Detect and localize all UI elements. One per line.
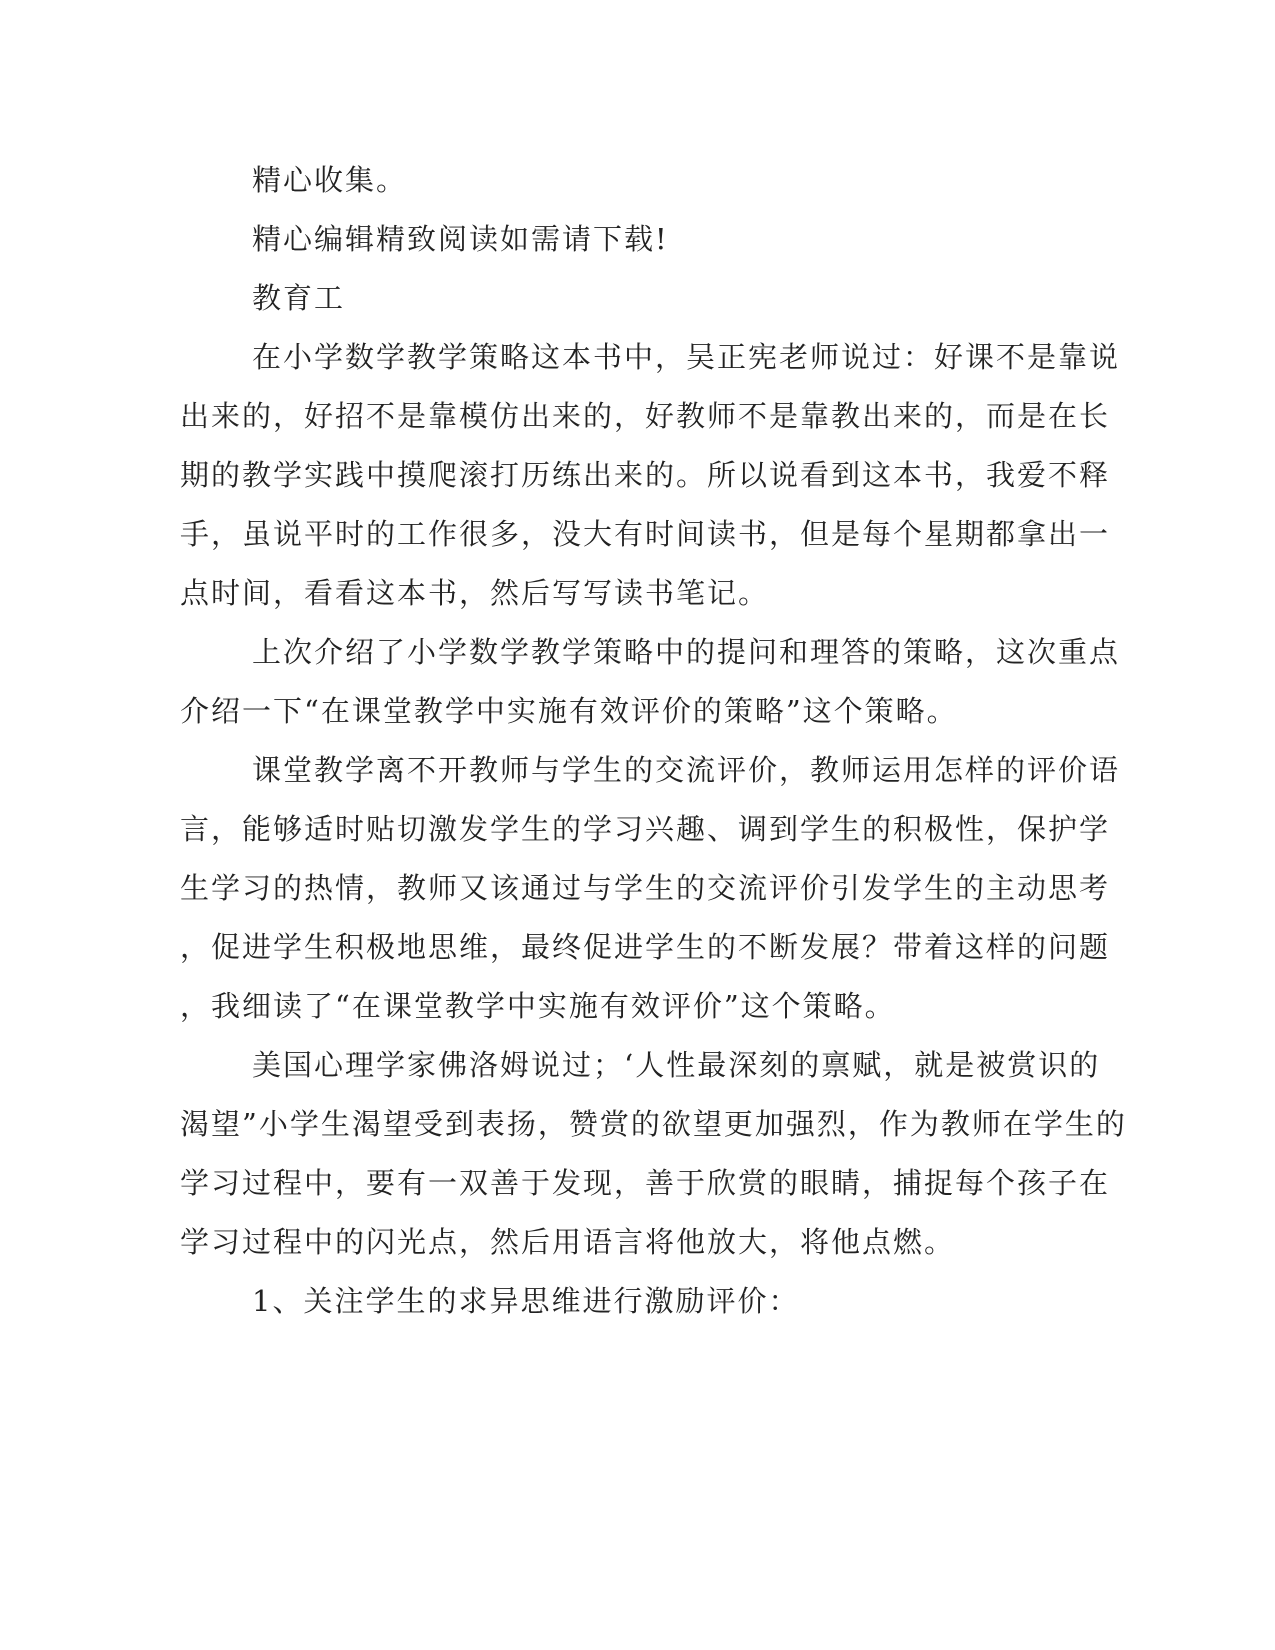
paragraph-3-line-2: 言，能够适时贴切激发学生的学习兴趣、调到学生的积极性，保护学 bbox=[180, 812, 1111, 846]
paragraph-2-line-1: 上次介绍了小学数学教学策略中的提问和理答的策略，这次重点 bbox=[252, 635, 1121, 669]
text-line-heading: 教育工 bbox=[252, 281, 346, 315]
paragraph-1-line-5: 点时间，看看这本书，然后写写读书笔记。 bbox=[180, 576, 770, 610]
paragraph-3-line-5: ，我细读了“在课堂教学中实施有效评价”这个策略。 bbox=[180, 989, 896, 1023]
text-line-edited: 精心编辑精致阅读如需请下载! bbox=[252, 222, 669, 256]
paragraph-1-line-4: 手，虽说平时的工作很多，没大有时间读书，但是每个星期都拿出一 bbox=[180, 517, 1111, 551]
paragraph-1-line-2: 出来的，好招不是靠模仿出来的，好教师不是靠教出来的，而是在长 bbox=[180, 399, 1111, 433]
paragraph-4-line-1: 美国心理学家佛洛姆说过；‘人性最深刻的禀赋，就是被赏识的 bbox=[252, 1048, 1101, 1082]
paragraph-3-line-3: 生学习的热情，教师又该通过与学生的交流评价引发学生的主动思考 bbox=[180, 871, 1111, 905]
numbered-item-1: 1、关注学生的求异思维进行激励评价： bbox=[252, 1284, 800, 1318]
paragraph-1-line-1: 在小学数学教学策略这本书中，吴正宪老师说过：好课不是靠说 bbox=[252, 340, 1121, 374]
paragraph-4-line-3: 学习过程中，要有一双善于发现，善于欣赏的眼睛，捕捉每个孩子在 bbox=[180, 1166, 1111, 1200]
paragraph-4-line-2: 渴望”小学生渴望受到表扬，赞赏的欲望更加强烈，作为教师在学生的 bbox=[180, 1107, 1127, 1141]
paragraph-1-line-3: 期的教学实践中摸爬滚打历练出来的。所以说看到这本书，我爱不释 bbox=[180, 458, 1111, 492]
text-line-collected: 精心收集。 bbox=[252, 163, 408, 197]
paragraph-3-line-4: ，促进学生积极地思维，最终促进学生的不断发展？带着这样的问题 bbox=[180, 930, 1111, 964]
paragraph-4-line-4: 学习过程中的闪光点，然后用语言将他放大，将他点燃。 bbox=[180, 1225, 956, 1259]
paragraph-3-line-1: 课堂教学离不开教师与学生的交流评价，教师运用怎样的评价语 bbox=[252, 753, 1121, 787]
paragraph-2-line-2: 介绍一下“在课堂教学中实施有效评价的策略”这个策略。 bbox=[180, 694, 958, 728]
